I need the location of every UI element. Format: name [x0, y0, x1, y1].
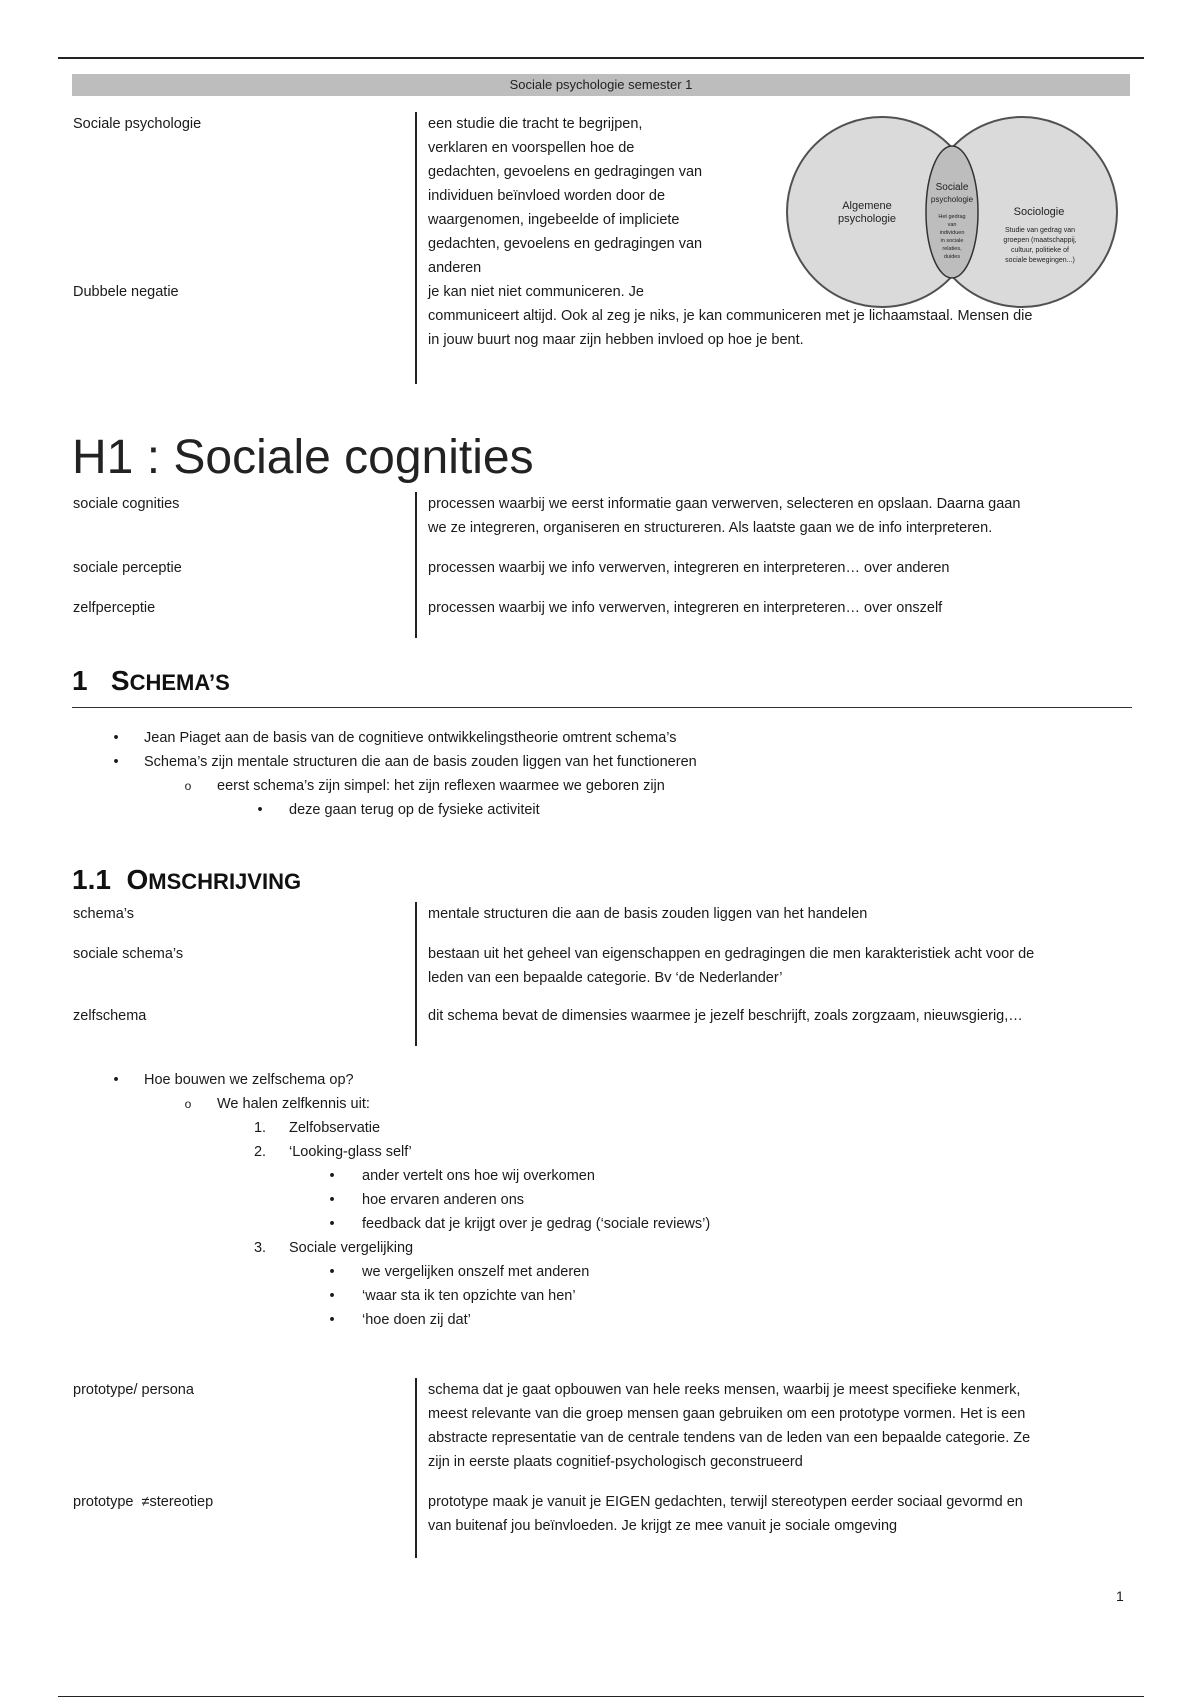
definition	[428, 556, 1133, 580]
definition-line: waargenomen, ingebeelde of impliciete	[428, 212, 680, 228]
list-item-text: Jean Piaget aan de basis van de cognitieve ontwikkelingstheorie omtrent schema’s	[144, 730, 677, 746]
venn-right-sub: sociale bewegingen...)	[1005, 257, 1075, 264]
term: prototype ≠stereotiep	[73, 1494, 214, 1510]
table-row	[73, 596, 1133, 636]
venn-right-sub: cultuur, politieke of	[1011, 247, 1069, 254]
section-title-rest: MSCHRIJVING	[148, 869, 302, 894]
chapter-definition-table	[73, 492, 1133, 638]
term: sociale schema’s	[73, 946, 184, 962]
venn-center-sub: in sociale	[940, 238, 964, 244]
list-item-text: Hoe bouwen we zelfschema op?	[144, 1072, 354, 1088]
list-item	[72, 1308, 1132, 1332]
prototype-definition-table	[73, 1378, 1133, 1558]
definition-line: in jouw buurt nog maar zijn hebben invloed op hoe je bent.	[428, 332, 804, 348]
list-item-text: Sociale vergelijking	[289, 1240, 414, 1256]
term: zelfschema	[73, 1008, 147, 1024]
definition-line: prototype maak je vanuit je EIGEN gedachten, terwijl stereotypen eerder sociaal gevormd en	[428, 1494, 1023, 1510]
definition-line: van buitenaf jou beïnvloeden. Je krijgt ze mee vanuit je sociale omgeving	[428, 1518, 898, 1534]
chapter-title: H1 : Sociale cognities	[72, 431, 534, 484]
definition	[428, 112, 758, 280]
venn-center-label: psychologie	[930, 195, 974, 204]
bullet-marker: •	[329, 1216, 335, 1232]
list-item	[72, 1092, 1132, 1116]
venn-center-label: Sociale	[935, 182, 969, 193]
list-item	[72, 1116, 1132, 1140]
definition	[428, 1378, 1133, 1474]
definition-line: mentale structuren die aan de basis zouden liggen van het handelen	[428, 906, 868, 922]
term: Dubbele negatie	[73, 284, 179, 300]
table-row	[73, 1378, 1133, 1490]
list-item-text: feedback dat je krijgt over je gedrag (‘sociale reviews’)	[362, 1216, 711, 1232]
definition-line: abstracte representatie van de centrale tendens van de leden van een bepaalde categorie. Ze	[428, 1430, 1031, 1446]
definition-line: gedachten, gevoelens en gedragingen van	[428, 236, 703, 252]
list-item	[72, 1212, 1132, 1236]
venn-right-label: Sociologie	[1013, 206, 1065, 218]
term: Sociale psychologie	[73, 116, 202, 132]
bullet-marker: •	[329, 1192, 335, 1208]
list-item-text: we vergelijken onszelf met anderen	[362, 1264, 590, 1280]
bullet-marker: •	[113, 754, 119, 770]
bullet-marker: o	[184, 779, 192, 793]
venn-right-sub: groepen (maatschappij,	[1003, 237, 1077, 244]
section-heading	[72, 663, 1132, 708]
list-item	[72, 1188, 1132, 1212]
section-title-rest: CHEMA’S	[129, 670, 230, 695]
page-number: 1	[1116, 1588, 1124, 1604]
venn-center-sub: van	[947, 222, 957, 228]
definition-line: communiceert altijd. Ook al zeg je niks, je kan communiceren met je lichaamstaal. Mensen die	[428, 308, 1033, 324]
top-rule	[58, 57, 1144, 59]
section-title-cap: S	[110, 665, 130, 696]
section-number: 1.1	[72, 864, 111, 895]
list-item-text: eerst schema’s zijn simpel: het zijn reflexen waarmee we geboren zijn	[217, 778, 665, 794]
bullet-marker: •	[329, 1312, 335, 1328]
list-item	[72, 1068, 1132, 1092]
list-item	[72, 750, 1132, 774]
definition-line: meest relevante van die groep mensen gaan gebruiken om een prototype vormen. Het is een	[428, 1406, 1026, 1422]
definition	[428, 596, 1133, 620]
definition-line: anderen	[428, 260, 482, 276]
section-number: 1	[72, 665, 88, 696]
table-row	[73, 1004, 1133, 1044]
list-item-text: Schema’s zijn mentale structuren die aan de basis zouden liggen van het functioneren	[144, 754, 697, 770]
venn-center-sub: individuen	[939, 230, 965, 236]
definition-line: zijn in eerste plaats cognitief-psychologisch geconstrueerd	[428, 1454, 803, 1470]
bullet-marker: •	[329, 1264, 335, 1280]
definition-line: individuen beïnvloed worden door de	[428, 188, 666, 204]
definition	[428, 492, 1133, 540]
definition-line: leden van een bepaalde categorie. Bv ‘de Nederlander’	[428, 970, 783, 986]
term: sociale cognities	[73, 496, 180, 512]
table-row	[73, 942, 1133, 1004]
venn-center-sub: relaties,	[942, 246, 962, 252]
list-item-text: ‘hoe doen zij dat’	[362, 1312, 471, 1328]
list-item-text: ander vertelt ons hoe wij overkomen	[362, 1168, 595, 1184]
definition	[428, 902, 1133, 926]
table-row	[73, 1490, 1133, 1550]
section-title-cap: O	[126, 864, 149, 895]
subsection-heading	[72, 862, 301, 900]
definition-line: schema dat je gaat opbouwen van hele reeks mensen, waarbij je meest specifieke kenmerk,	[428, 1382, 1021, 1398]
list-item-text: We halen zelfkennis uit:	[217, 1096, 370, 1112]
bottom-rule	[58, 1696, 1144, 1697]
venn-left-label: Algemene	[842, 200, 892, 212]
venn-right-sub: Studie van gedrag van	[1004, 227, 1076, 234]
list-item	[72, 1236, 1132, 1260]
list-number: 2.	[253, 1144, 267, 1160]
header-banner: Sociale psychologie semester 1	[72, 74, 1130, 96]
definition-line: processen waarbij we info verwerven, integreren en interpreteren… over anderen	[428, 560, 950, 576]
list-item-text: hoe ervaren anderen ons	[362, 1192, 525, 1208]
section1-bullet-list	[72, 726, 1132, 822]
table-row	[73, 902, 1133, 942]
definition-line: we ze integreren, organiseren en structureren. Als laatste gaan we de info interpreteren.	[428, 520, 993, 536]
definition	[428, 942, 1133, 990]
table-row	[73, 492, 1133, 556]
list-item	[72, 1260, 1132, 1284]
list-item	[72, 1284, 1132, 1308]
list-item	[72, 798, 1132, 822]
definition-line: bestaan uit het geheel van eigenschappen en gedragingen die men karakteristiek acht voor de	[428, 946, 1035, 962]
definition	[428, 1490, 1133, 1538]
list-item	[72, 774, 1132, 798]
list-item	[72, 1164, 1132, 1188]
definition-line: verklaren en voorspellen hoe de	[428, 140, 635, 156]
venn-left-label: psychologie	[837, 213, 897, 225]
venn-center-sub: duides	[943, 254, 961, 260]
list-item-text: deze gaan terug op de fysieke activiteit	[289, 802, 540, 818]
definition-line: processen waarbij we eerst informatie gaan verwerven, selecteren en opslaan. Daarna gaan	[428, 496, 1021, 512]
bullet-marker: •	[329, 1288, 335, 1304]
definition-line: processen waarbij we info verwerven, integreren en interpreteren… over onszelf	[428, 600, 943, 616]
list-item	[72, 1140, 1132, 1164]
venn-diagram	[782, 112, 1132, 312]
venn-center-sub: Het gedrag	[938, 214, 966, 220]
bullet-marker: •	[257, 802, 263, 818]
term: prototype/ persona	[73, 1382, 194, 1398]
bullet-marker: •	[113, 1072, 119, 1088]
table-row	[73, 556, 1133, 596]
definition-line: een studie die tracht te begrijpen,	[428, 116, 643, 132]
list-number: 3.	[253, 1240, 267, 1256]
bullet-marker: •	[329, 1168, 335, 1184]
list-item	[72, 726, 1132, 750]
list-item-text: ‘waar sta ik ten opzichte van hen’	[362, 1288, 576, 1304]
omschrijving-definition-table	[73, 902, 1133, 1046]
bullet-marker: •	[113, 730, 119, 746]
term: schema’s	[73, 906, 134, 922]
term: sociale perceptie	[73, 560, 182, 576]
definition-line: gedachten, gevoelens en gedragingen van	[428, 164, 703, 180]
bullet-marker: o	[184, 1097, 192, 1111]
definition-line: je kan niet niet communiceren. Je	[428, 284, 644, 300]
zelfschema-bullet-list	[72, 1068, 1132, 1332]
definition-line: dit schema bevat de dimensies waarmee je jezelf beschrijft, zoals zorgzaam, nieuwsgierig,…	[428, 1008, 1023, 1024]
list-item-text: Zelfobservatie	[289, 1120, 381, 1136]
list-number: 1.	[253, 1120, 267, 1136]
term: zelfperceptie	[73, 600, 156, 616]
list-item-text: ‘Looking-glass self’	[289, 1144, 412, 1160]
definition	[428, 1004, 1133, 1028]
